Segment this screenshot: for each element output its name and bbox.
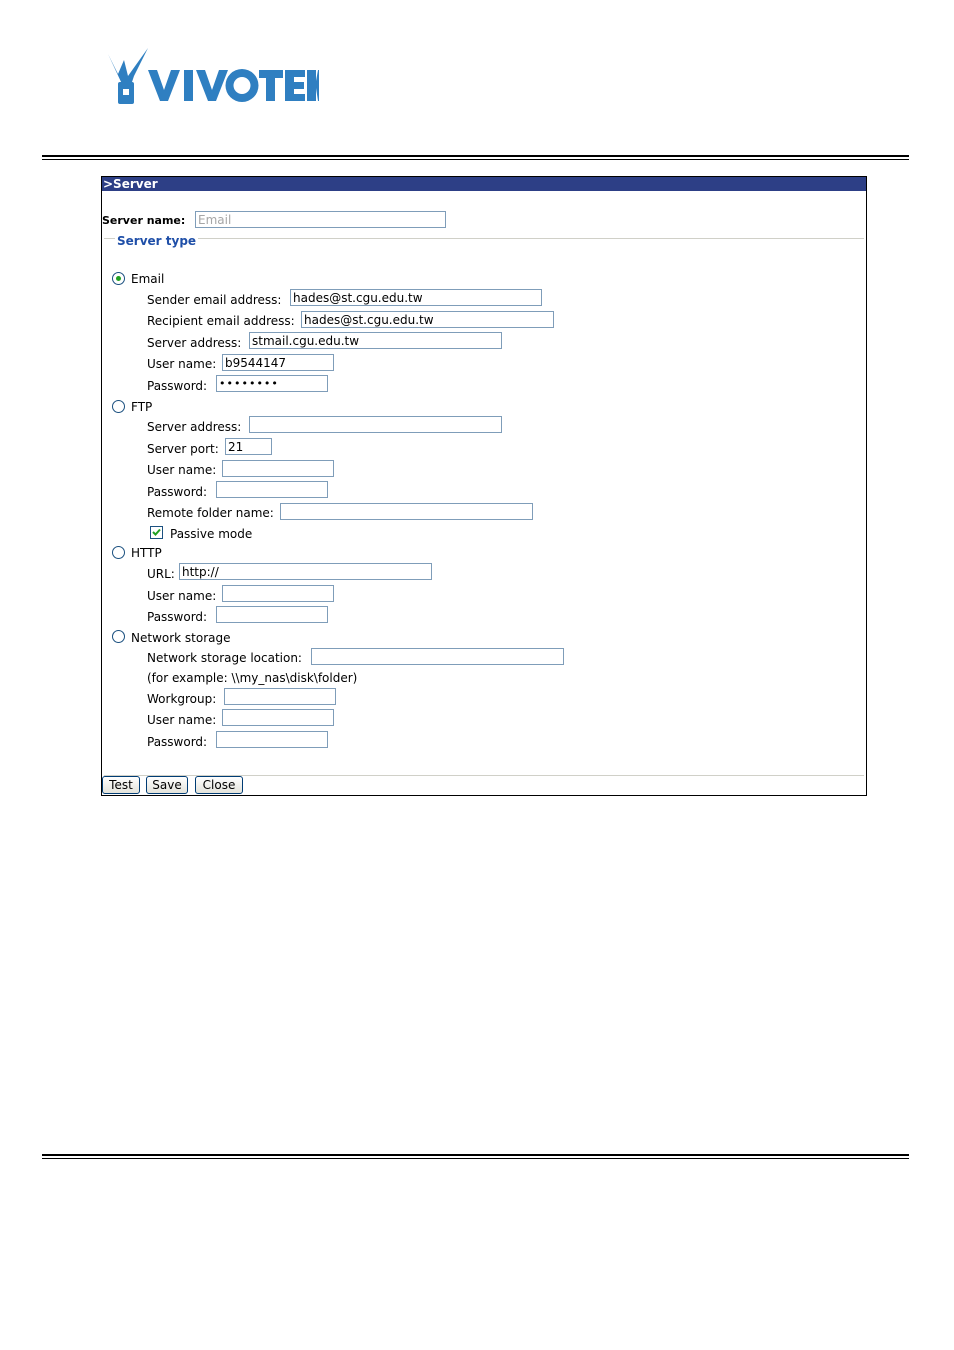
network-storage-option-label: Network storage xyxy=(131,631,231,645)
workgroup-label: Workgroup: xyxy=(147,692,217,706)
email-option-label: Email xyxy=(131,272,165,286)
network-storage-location-label: Network storage location: xyxy=(147,651,302,665)
network-storage-location-input[interactable] xyxy=(311,648,564,665)
passive-mode-label: Passive mode xyxy=(170,527,253,541)
sender-email-input[interactable] xyxy=(290,289,542,306)
recipient-email-label: Recipient email address: xyxy=(147,314,295,328)
http-radio[interactable] xyxy=(112,546,125,559)
checkmark-icon xyxy=(152,528,161,537)
http-password-input[interactable] xyxy=(216,606,328,623)
network-storage-password-label: Password: xyxy=(147,735,208,749)
http-url-input[interactable] xyxy=(179,563,432,580)
network-storage-user-name-input[interactable] xyxy=(222,709,334,726)
ftp-server-port-label: Server port: xyxy=(147,442,219,456)
ftp-password-input[interactable] xyxy=(216,481,328,498)
ftp-user-name-label: User name: xyxy=(147,463,217,477)
dialog-title: >Server xyxy=(102,177,866,191)
server-name-label: Server name: xyxy=(102,214,186,227)
network-storage-example: (for example: \\my_nas\disk\folder) xyxy=(147,671,358,685)
email-server-address-label: Server address: xyxy=(147,336,242,350)
recipient-email-input[interactable] xyxy=(301,311,554,328)
workgroup-input[interactable] xyxy=(224,688,336,705)
server-name-input[interactable] xyxy=(195,211,446,228)
ftp-server-port-input[interactable] xyxy=(225,438,272,455)
ftp-server-address-label: Server address: xyxy=(147,420,242,434)
network-storage-user-name-label: User name: xyxy=(147,713,217,727)
ftp-server-address-input[interactable] xyxy=(249,416,502,433)
footer-rule xyxy=(42,1154,909,1159)
sender-email-label: Sender email address: xyxy=(147,293,282,307)
save-button[interactable]: Save xyxy=(146,776,188,794)
http-option-label: HTTP xyxy=(131,546,162,560)
email-server-address-input[interactable] xyxy=(249,332,502,349)
email-radio[interactable] xyxy=(112,272,125,285)
header-rule xyxy=(42,155,909,160)
network-storage-radio[interactable] xyxy=(112,630,125,643)
email-password-label: Password: xyxy=(147,379,208,393)
http-user-name-input[interactable] xyxy=(222,585,334,602)
test-button[interactable]: Test xyxy=(102,776,140,794)
email-password-input[interactable] xyxy=(216,375,328,392)
http-password-label: Password: xyxy=(147,610,208,624)
http-url-label: URL: xyxy=(147,567,175,581)
ftp-option-label: FTP xyxy=(131,400,153,414)
http-user-name-label: User name: xyxy=(147,589,217,603)
email-user-name-input[interactable] xyxy=(222,354,334,371)
vivotek-logo xyxy=(104,46,319,116)
passive-mode-checkbox[interactable] xyxy=(150,526,163,539)
ftp-remote-folder-input[interactable] xyxy=(280,503,533,520)
email-user-name-label: User name: xyxy=(147,357,217,371)
ftp-remote-folder-label: Remote folder name: xyxy=(147,506,274,520)
ftp-user-name-input[interactable] xyxy=(222,460,334,477)
server-type-legend: Server type xyxy=(117,234,197,248)
radio-selected-dot xyxy=(116,276,121,281)
server-dialog xyxy=(101,176,867,796)
ftp-radio[interactable] xyxy=(112,400,125,413)
close-button[interactable]: Close xyxy=(195,776,243,794)
network-storage-password-input[interactable] xyxy=(216,731,328,748)
ftp-password-label: Password: xyxy=(147,485,208,499)
